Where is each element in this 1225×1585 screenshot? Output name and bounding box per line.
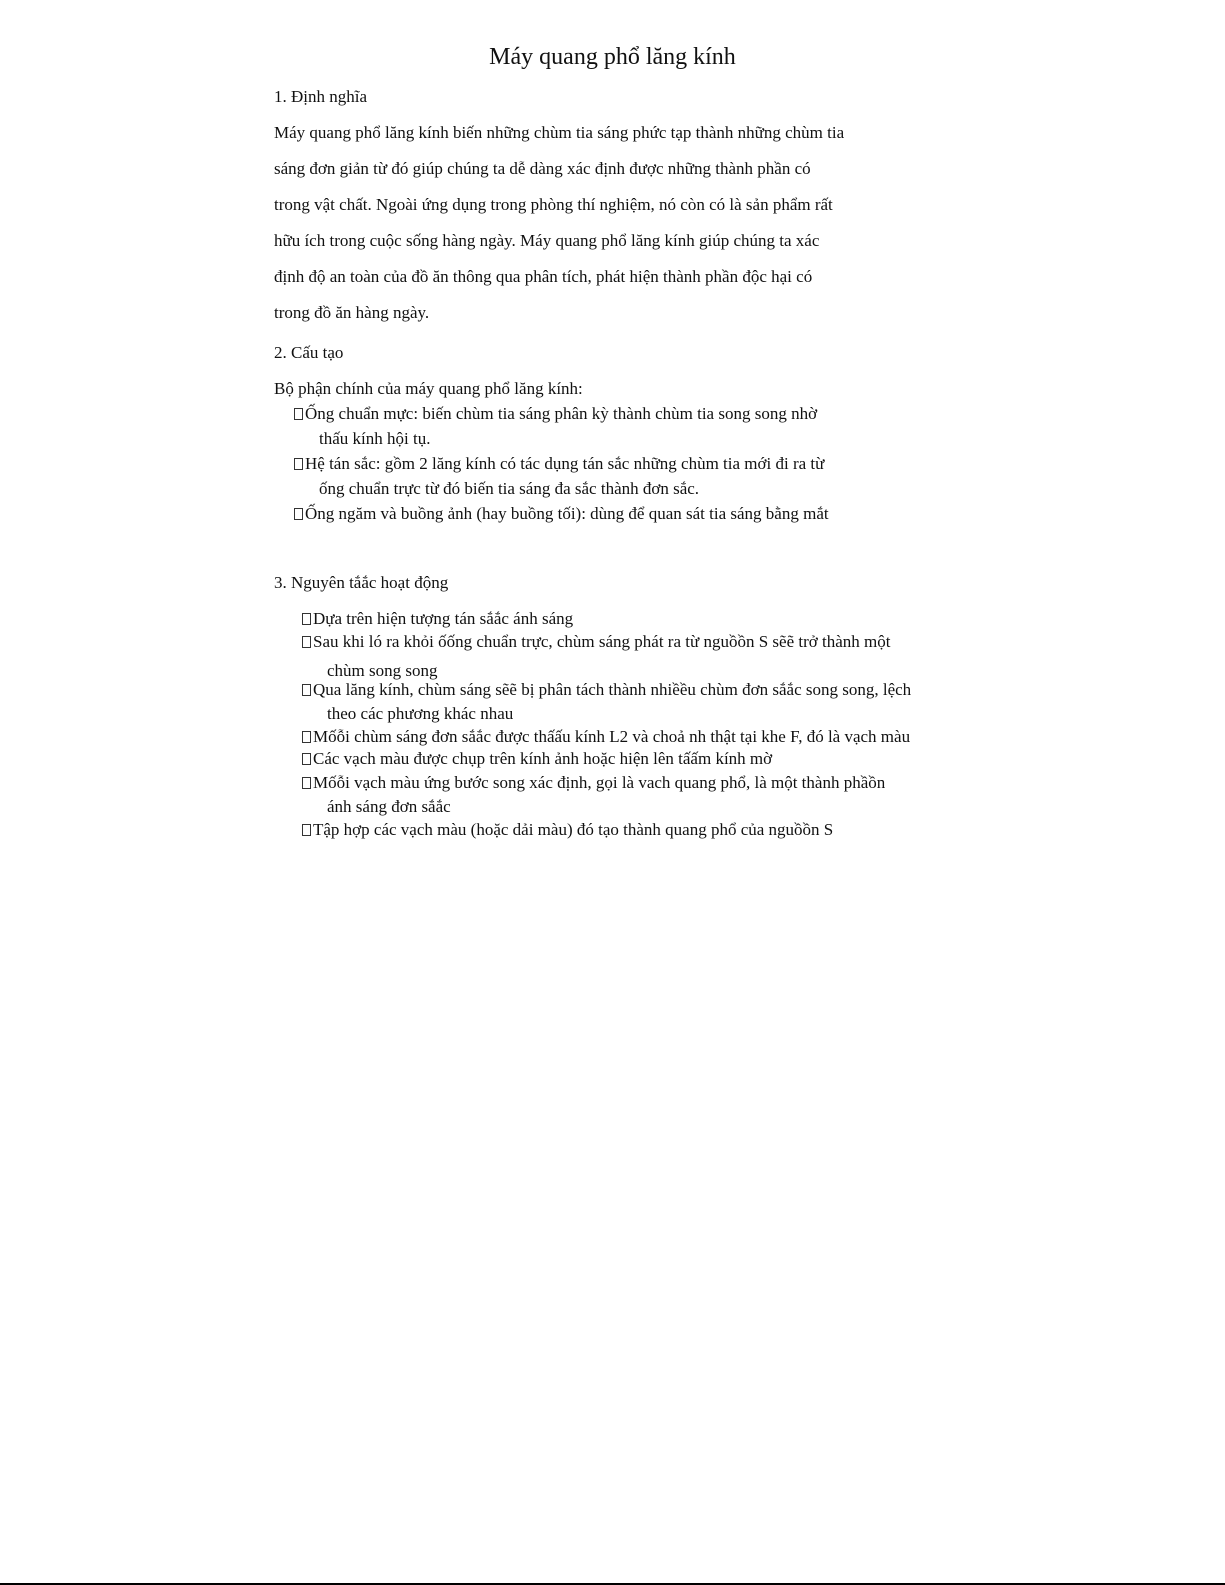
bullet-box-icon (302, 636, 311, 648)
list-item-continuation: ống chuẩn trực từ đó biến tia sáng đa sắc thành đơn sắc. (319, 479, 700, 498)
bullet-box-icon (302, 613, 311, 625)
paragraph-line: định độ an toàn của đồ ăn thông qua phân tích, phát hiện thành phần độc hại có (274, 267, 813, 286)
document-title: Máy quang phổ lăng kính (489, 44, 736, 70)
list-item-continuation: theo các phương khác nhau (327, 704, 514, 723)
bullet-box-icon (294, 508, 303, 520)
bullet-box-icon (302, 753, 311, 765)
section-heading-definition: 1. Định nghĩa (274, 87, 368, 106)
list-item: Qua lăng kính, chùm sáng sẽẽ bị phân tách thành nhiềều chùm đơn sắắc song song, lệch (302, 679, 911, 701)
bullet-box-icon (294, 458, 303, 470)
section-heading-structure: 2. Cấu tạo (274, 343, 344, 362)
list-item: Hệ tán sắc: gồm 2 lăng kính có tác dụng tán sắc những chùm tia mới đi ra từ (294, 453, 824, 475)
paragraph-line: sáng đơn giản từ đó giúp chúng ta dễ dàng xác định được những thành phần có (274, 159, 811, 178)
paragraph-line: Máy quang phổ lăng kính biến những chùm tia sáng phức tạp thành những chùm tia (274, 123, 845, 142)
list-item-continuation: chùm song song (327, 661, 438, 680)
list-item: Các vạch màu được chụp trên kính ảnh hoặc hiện lên tấấm kính mờ (302, 748, 772, 770)
list-item: Dựa trên hiện tượng tán sắắc ánh sáng (302, 608, 573, 630)
bullet-box-icon (302, 824, 311, 836)
bullet-box-icon (302, 777, 311, 789)
list-item: Tập hợp các vạch màu (hoặc dải màu) đó tạo thành quang phổ của nguồồn S (302, 819, 833, 841)
list-item: Sau khi ló ra khỏi ốống chuẩn trực, chùm sáng phát ra từ nguồồn S sẽẽ trở thành một (302, 631, 890, 653)
list-item: Mốỗi vạch màu ứng bước song xác định, gọi là vach quang phổ, là một thành phầồn (302, 772, 885, 794)
list-item-continuation: thấu kính hội tụ. (319, 429, 431, 448)
paragraph-line: hữu ích trong cuộc sống hàng ngày. Máy quang phổ lăng kính giúp chúng ta xác (274, 231, 820, 250)
list-item: Ống ngăm và buồng ảnh (hay buồng tối): dùng để quan sát tia sáng bằng mắt (294, 503, 829, 525)
list-item-continuation: ánh sáng đơn sắắc (327, 797, 451, 816)
bullet-box-icon (294, 408, 303, 420)
structure-intro: Bộ phận chính của máy quang phổ lăng kính: (274, 379, 583, 398)
list-item: Ống chuẩn mực: biến chùm tia sáng phân kỳ thành chùm tia song song nhờ (294, 403, 817, 425)
bullet-box-icon (302, 731, 311, 743)
section-heading-principle: 3. Nguyên tắắc hoạt động (274, 573, 449, 592)
bullet-box-icon (302, 684, 311, 696)
paragraph-line: trong vật chất. Ngoài ứng dụng trong phòng thí nghiệm, nó còn có là sản phẩm rất (274, 195, 833, 214)
paragraph-line: trong đồ ăn hàng ngày. (274, 303, 430, 322)
list-item: Mốỗi chùm sáng đơn sắắc được thấấu kính L2 và choả nh thật tại khe F, đó là vạch màu (302, 726, 910, 748)
